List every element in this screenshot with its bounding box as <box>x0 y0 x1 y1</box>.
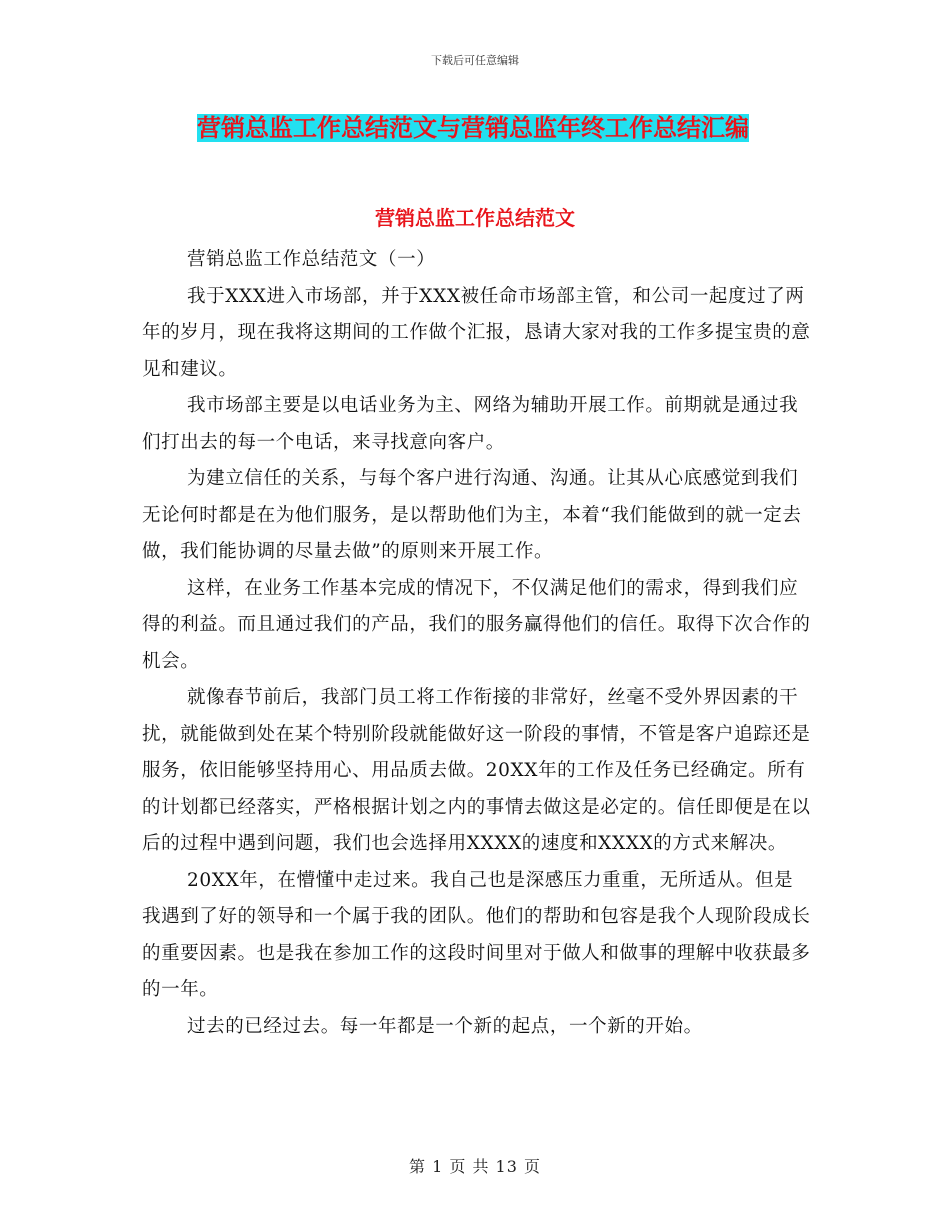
paragraph: 过去的已经过去。每一年都是一个新的起点，一个新的开始。 <box>187 1015 703 1037</box>
paragraph: 20XX年，在懵懂中走过来。我自己也是深感压力重重，无所适从。但是我遇到了好的领导和一个属于我的团队。他们的帮助和包容是我个人现阶段成长的重要因素。也是我在参加工作的这段时间里对于做人和做事的理解中收获最多的一年。 <box>142 869 811 1000</box>
document-main-title <box>195 112 751 144</box>
main-title-highlight: 营销总监工作总结范文与营销总监年终工作总结汇编 <box>197 114 749 142</box>
paragraph: 我市场部主要是以电话业务为主、网络为辅助开展工作。前期就是通过我们打出去的每一个电话，来寻找意向客户。 <box>142 395 799 453</box>
section-title: 营销总监工作总结范文 <box>375 206 575 230</box>
paragraph: 为建立信任的关系，与每个客户进行沟通、沟通。让其从心底感觉到我们无论何时都是在为他们服务，是以帮助他们为主，本着“我们能做到的就一定去做，我们能协调的尽量去做”的原则来开展工作。 <box>142 468 802 562</box>
document-body <box>142 222 812 1045</box>
paragraph: 这样，在业务工作基本完成的情况下，不仅满足他们的需求，得到我们应得的利益。而且通过我们的产品，我们的服务赢得他们的信任。取得下次合作的机会。 <box>142 577 811 672</box>
header-note: 下载后可任意编辑 <box>431 54 519 67</box>
paragraph: 就像春节前后，我部门员工将工作衔接的非常好，丝毫不受外界因素的干扰，就能做到处在某个特别阶段就能做好这一阶段的事情，不管是客户追踪还是服务，依旧能够坚持用心、用品质去做。20XX年的工作及任务已经确定。所有的计划都已经落实，严格根据计划之内的事情去做这是必定的。信任即便是在以后的过程中遇到问题，我们也会选择用XXXX的速度和XXXX的方式来解决。 <box>142 687 811 854</box>
page-footer: 第 1 页 共 13 页 <box>409 1157 541 1176</box>
paragraph: 我于XXX进入市场部，并于XXX被任命市场部主管，和公司一起度过了两年的岁月，现在我将这期间的工作做个汇报，恳请大家对我的工作多提宝贵的意见和建议。 <box>142 285 811 380</box>
paragraph-subtitle: 营销总监工作总结范文（一） <box>187 249 436 270</box>
